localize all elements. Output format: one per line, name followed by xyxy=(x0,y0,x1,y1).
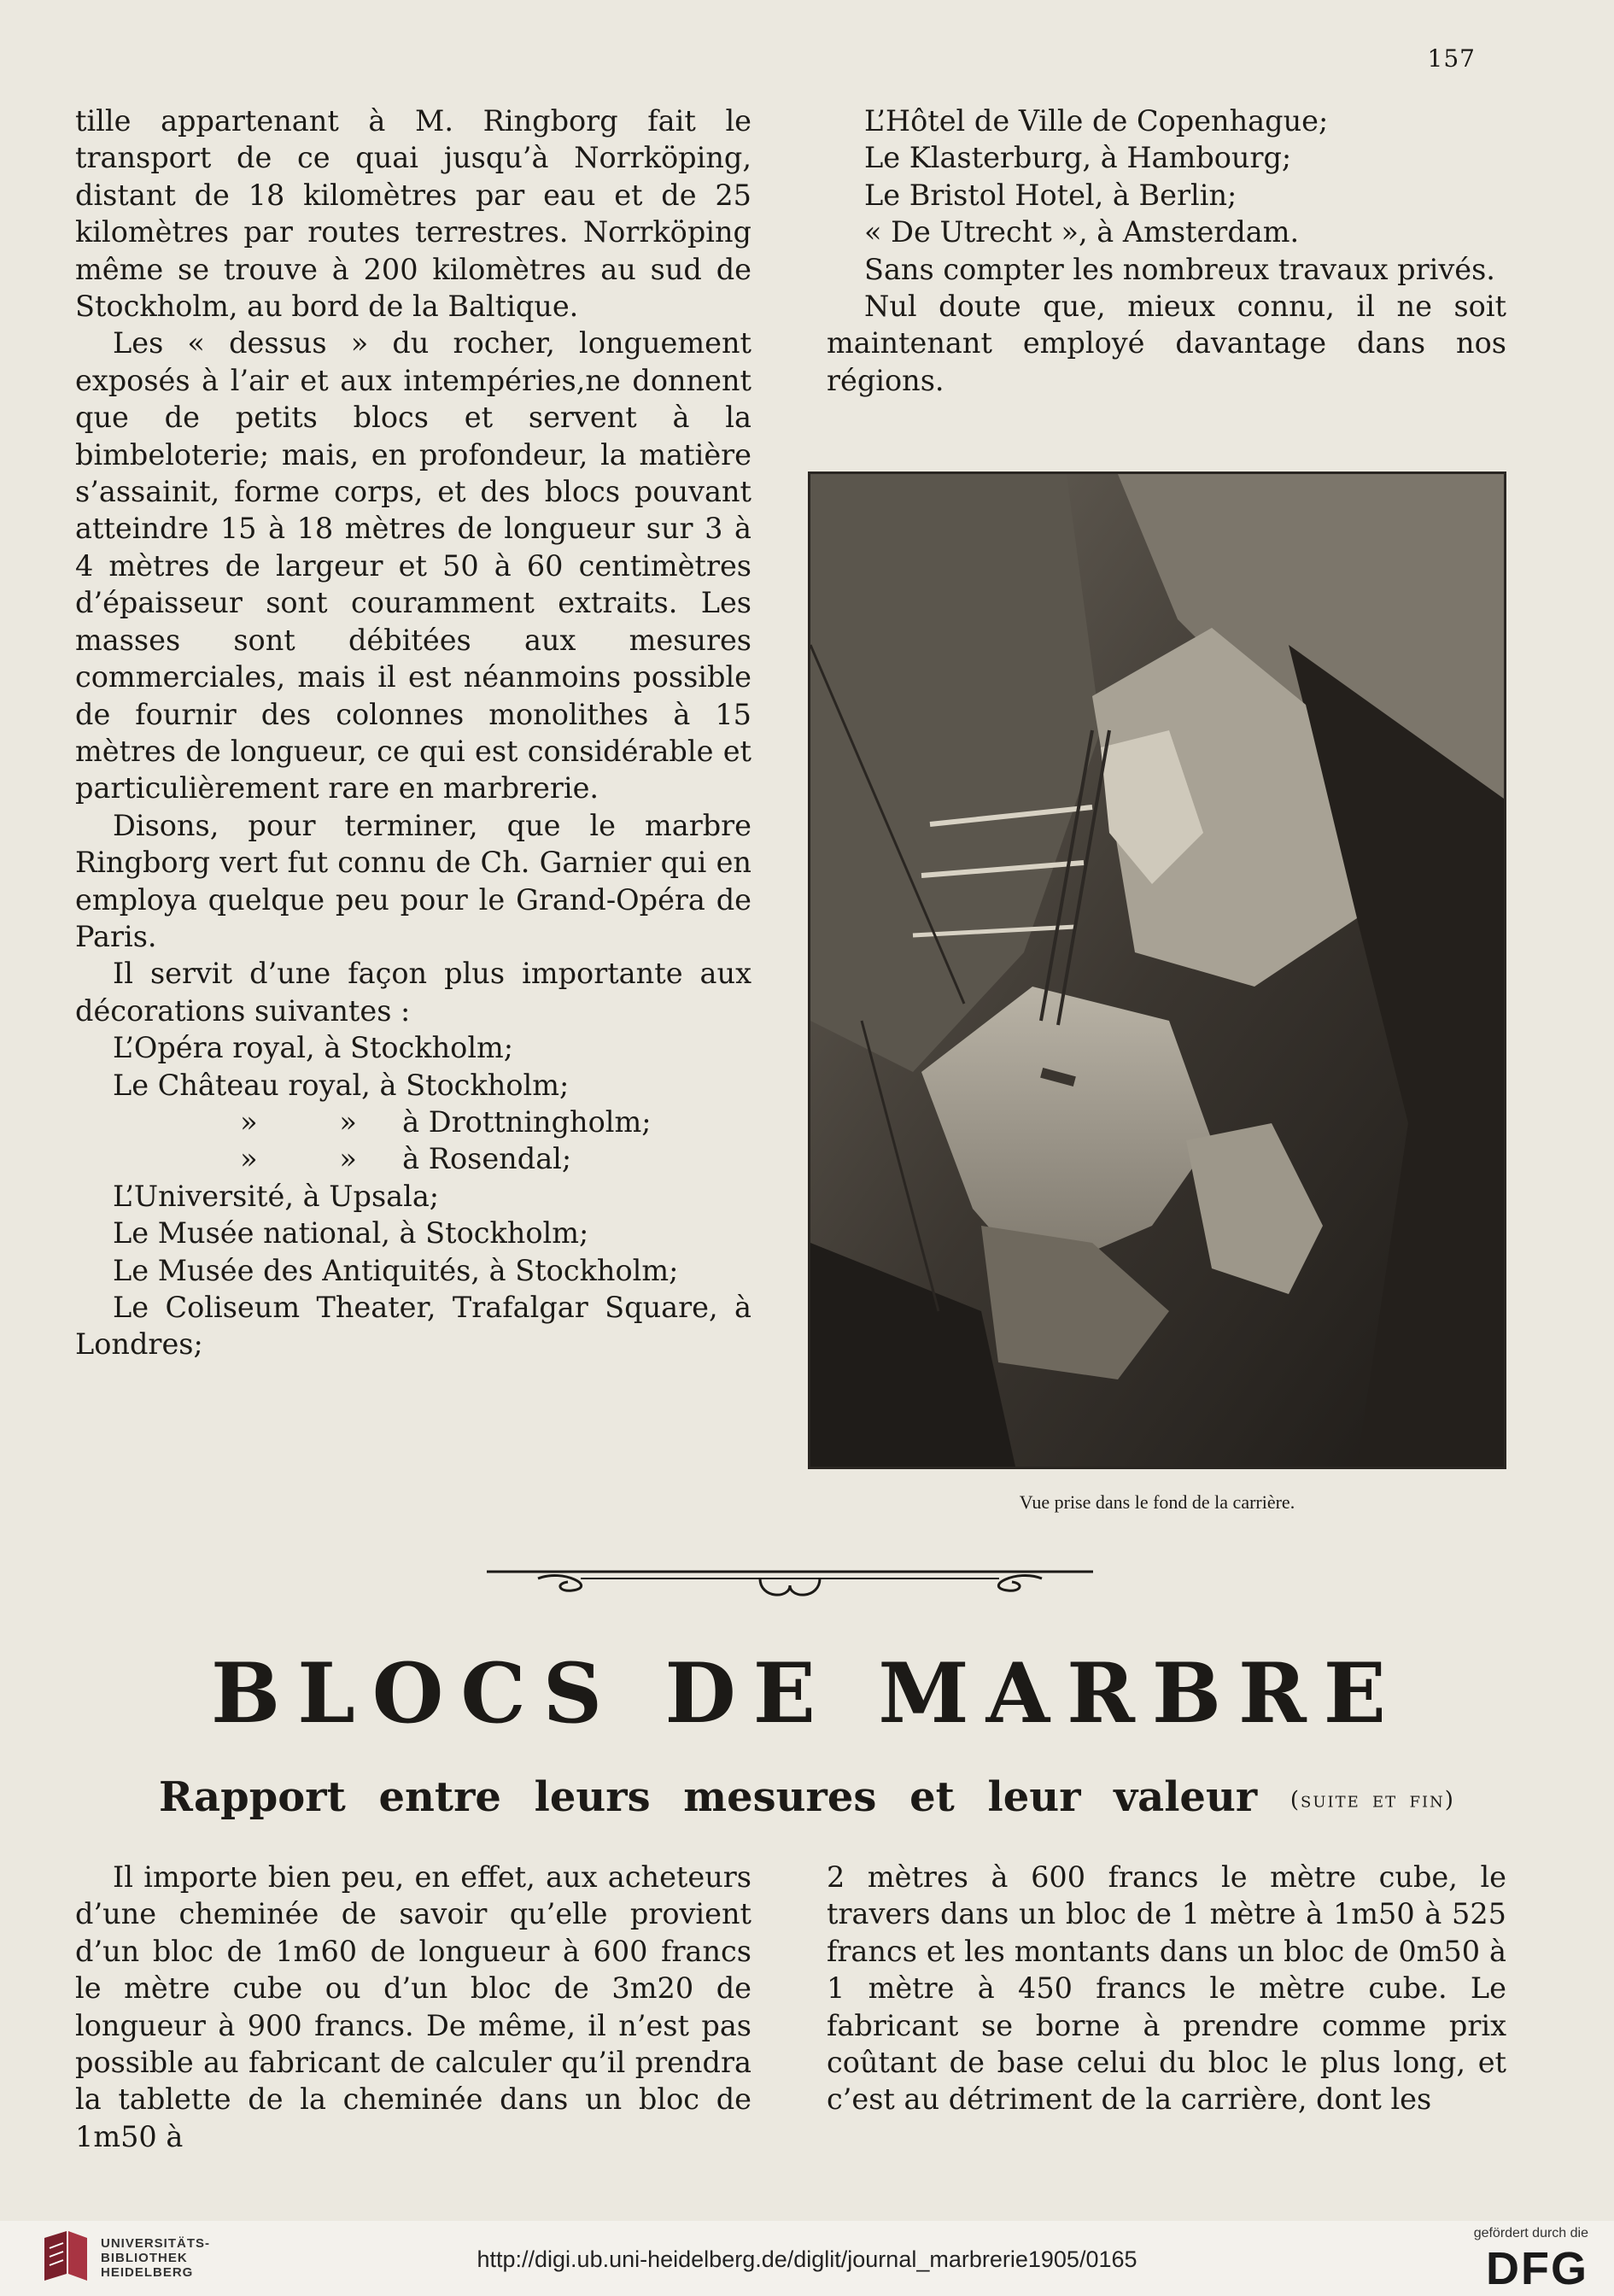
paragraph: Le Coliseum Theater, Trafalgar Square, à Londres; xyxy=(75,1291,751,1362)
paragraph: L’Opéra royal, à Stockholm; xyxy=(113,1031,514,1065)
page-number: 157 xyxy=(1427,44,1476,73)
quarry-photograph xyxy=(808,472,1506,1469)
paragraph: Il importe bien peu, en effet, aux acheteurs d’une cheminée de savoir qu’elle provient d’un bloc de 1m60 de longueur à 600 francs le mètre cube ou d’un bloc de 3m20 de longueur à 900 francs. De même, il n’est pas possible au fabricant de calculer qu’il prendra la tablette de la cheminée dans un bloc de 1m50 à xyxy=(75,1860,751,2153)
paragraph: Sans compter les nombreux travaux privés. xyxy=(864,252,1495,286)
photo-caption: Vue prise dans le fond de la carrière. xyxy=(1019,1491,1295,1513)
paragraph: Le Bristol Hotel, à Berlin; xyxy=(864,178,1237,212)
article-headline: BLOCS DE MARBRE xyxy=(211,1645,1403,1742)
paragraph: L’Université, à Upsala; xyxy=(113,1179,440,1213)
source-url-link[interactable]: http://digi.ub.uni-heidelberg.de/diglit/journal_marbrerie1905/0165 xyxy=(477,2246,1137,2272)
paragraph: » » à Rosendal; xyxy=(113,1142,572,1176)
subheading-note: (suite et fin) xyxy=(1289,1787,1455,1813)
library-line: HEIDELBERG xyxy=(101,2265,194,2280)
paragraph: L’Hôtel de Ville de Copenhague; xyxy=(864,104,1329,138)
paragraph: Le Musée national, à Stockholm; xyxy=(113,1216,589,1250)
right-column-top xyxy=(827,102,1506,399)
funded-by-label: gefördert durch die xyxy=(1473,2226,1588,2240)
digitization-footer xyxy=(0,2221,1614,2296)
library-line: BIBLIOTHEK xyxy=(101,2251,188,2265)
subheading-text: Rapport entre leurs mesures et leur valeur xyxy=(159,1773,1258,1821)
paragraph: 2 mètres à 600 francs le mètre cube, le travers dans un bloc de 1 mètre à 1m50 à 525 francs et les montants dans un bloc de 0m50 à 1 mètre à 450 francs le mètre cube. Le fabricant se borne à prendre comme prix coûtant de base celui du bloc le plus long, et c’est au détriment de la carrière, dont les xyxy=(827,1860,1506,2117)
paragraph: « De Utrecht », à Amsterdam. xyxy=(864,215,1300,249)
right-column-bottom xyxy=(827,1859,1506,2118)
paragraph: Le Musée des Antiquités, à Stockholm; xyxy=(113,1253,679,1287)
left-column-top xyxy=(75,102,751,1363)
library-line: UNIVERSITÄTS- xyxy=(101,2236,211,2251)
article-subheading xyxy=(0,1772,1614,1826)
paragraph: Les « dessus » du rocher, longuement exposés à l’air et aux intempéries,ne donnent que de petits blocs et servent à la bimbeloterie; mais, en profondeur, la matière s’assainit, forme corps, et des blocs pouvant atteindre 15 à 18 mètres de longueur sur 3 à 4 mètres de largeur et 50 à 60 centimètres d’épaisseur sont couramment extraits. Les masses sont débitées aux mesures commerciales, mais il est néanmoins possible de fournir des colonnes monolithes à 15 mètres de longueur, ce qui est considérable et particulièrement rare en marbrerie. xyxy=(75,326,751,805)
paragraph: Il servit d’une façon plus importante aux décorations suivantes : xyxy=(75,957,751,1028)
decorative-ornament xyxy=(487,1560,1093,1602)
quarry-photo-image xyxy=(810,474,1504,1467)
paragraph: Le Château royal, à Stockholm; xyxy=(113,1068,570,1102)
dfg-logo: DFG xyxy=(1486,2243,1588,2294)
paragraph: Nul doute que, mieux connu, il ne soit maintenant employé davantage dans nos régions. xyxy=(827,290,1506,397)
paragraph: Le Klasterburg, à Hambourg; xyxy=(864,141,1292,175)
paragraph: Disons, pour terminer, que le marbre Ringborg vert fut connu de Ch. Garnier qui en employa quelque peu pour le Grand-Opéra de Paris. xyxy=(75,808,751,953)
paragraph: » » à Drottningholm; xyxy=(113,1104,652,1139)
paragraph: tille appartenant à M. Ringborg fait le transport de ce quai jusqu’à Norrköping, distant de 18 kilomètres par eau et de 25 kilomètres par routes terrestres. Norrköping même se trouve à 200 kilomètres au sud de Stockholm, au bord de la Baltique. xyxy=(75,104,751,324)
left-column-bottom xyxy=(75,1859,751,2155)
